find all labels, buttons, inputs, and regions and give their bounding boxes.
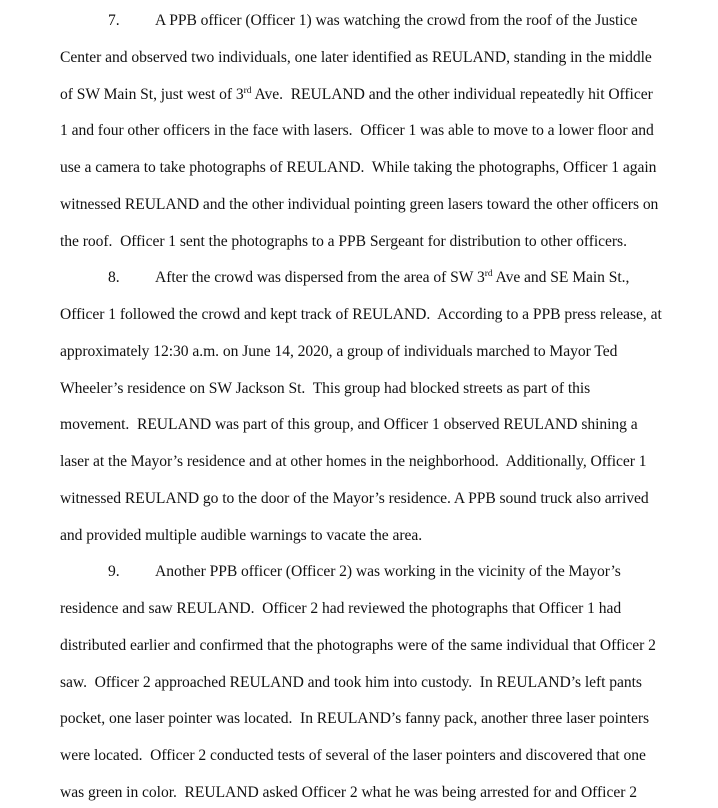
text-line: witnessed REULAND go to the door of the Mayor’s residence. A PPB sound truck also arrived [60,489,649,507]
text-line: approximately 12:30 a.m. on June 14, 2020, a group of individuals marched to Mayor Ted [60,342,618,360]
text-line: Wheeler’s residence on SW Jackson St. This group had blocked streets as part of this [60,379,591,397]
text-line: of SW Main St, just west of 3rd Ave. REULAND and the other individual repeatedly hit Officer [60,85,653,103]
paragraph-number: 9. [108,563,120,581]
paragraph-number: 7. [108,12,120,29]
text-line: 1 and four other officers in the face with lasers. Officer 1 was able to move to a lower floor and [60,122,654,140]
text-line: were located. Officer 2 conducted tests of several of the laser pointers and discovered that one [60,747,646,764]
text-line: the roof. Officer 1 sent the photographs to a PPB Sergeant for distribution to other officers. [60,232,627,250]
text-line: and provided multiple audible warnings to vacate the area. [60,526,423,544]
text-line: Another PPB officer (Officer 2) was working in the vicinity of the Mayor’s [155,563,621,581]
text-line: After the crowd was dispersed from the area of SW 3rd Ave and SE Main St., [155,269,630,287]
text-line: witnessed REULAND and the other individual pointing green lasers toward the other officers on [60,195,659,213]
text-line: residence and saw REULAND. Officer 2 had reviewed the photographs that Officer 1 had [60,600,622,617]
text-line: saw. Officer 2 approached REULAND and took him into custody. In REULAND’s left pants [60,673,642,691]
text-line: pocket, one laser pointer was located. In REULAND’s fanny pack, another three laser pointers [60,710,650,728]
paragraph-number: 8. [108,269,120,287]
text-line: movement. REULAND was part of this group, and Officer 1 observed REULAND shining a [60,416,638,434]
ordinal-superscript: rd [243,85,252,96]
text-line: Center and observed two individuals, one later identified as REULAND, standing in the middle [60,48,652,66]
text-line: Officer 1 followed the crowd and kept track of REULAND. According to a PPB press release, at [60,306,662,323]
text-line: A PPB officer (Officer 1) was watching the crowd from the roof of the Justice [155,12,638,29]
text-line: laser at the Mayor’s residence and at other homes in the neighborhood. Additionally, Officer 1 [60,453,647,470]
ordinal-superscript: rd [484,269,493,280]
text-line: distributed earlier and confirmed that the photographs were of the same individual that Officer 2 [60,636,656,654]
text-line: was green in color. REULAND asked Officer 2 what he was being arrested for and Officer 2 [60,783,637,801]
text-line: use a camera to take photographs of REULAND. While taking the photographs, Officer 1 again [60,159,657,176]
